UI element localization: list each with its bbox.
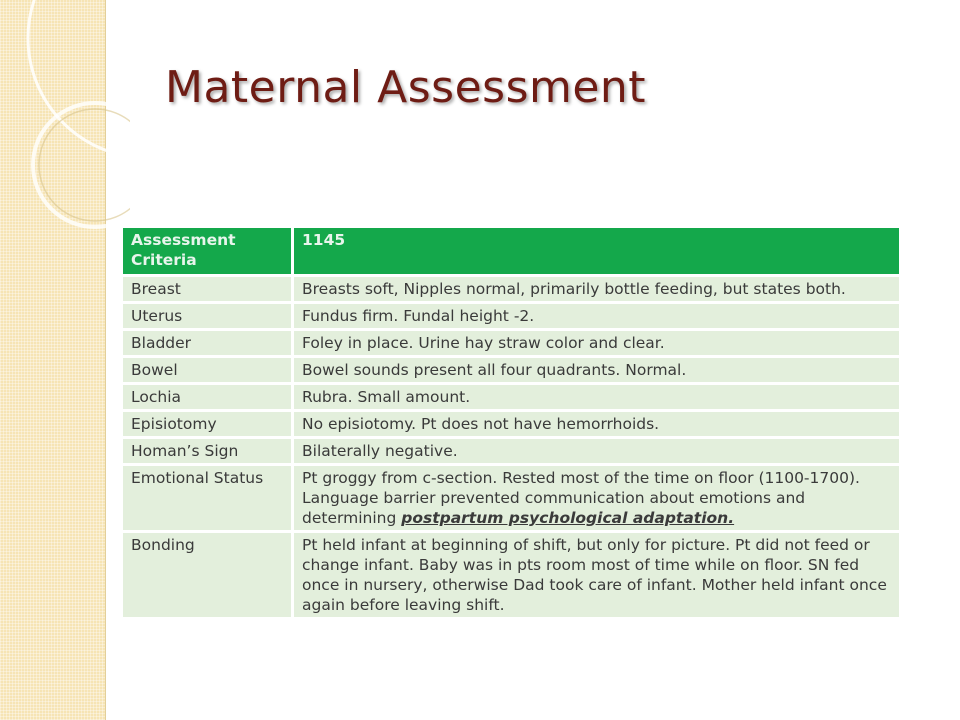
row-value-homans-sign: Bilaterally negative. bbox=[294, 439, 899, 463]
table-row bbox=[123, 466, 899, 530]
table-row bbox=[123, 358, 899, 382]
row-label-episiotomy: Episiotomy bbox=[123, 412, 291, 436]
row-label-homans-sign: Homan’s Sign bbox=[123, 439, 291, 463]
row-label-bonding: Bonding bbox=[123, 533, 291, 617]
table-row bbox=[123, 439, 899, 463]
row-value-uterus: Fundus firm. Fundal height -2. bbox=[294, 304, 899, 328]
assessment-table bbox=[120, 225, 902, 620]
table-header-row bbox=[123, 228, 899, 274]
row-value-emotional-status bbox=[294, 466, 899, 530]
row-label-uterus: Uterus bbox=[123, 304, 291, 328]
slide-title: Maternal Assessment bbox=[165, 62, 647, 113]
emotional-status-text: Pt groggy from c-section. Rested most of the time on floor (1100-1700). Language barrier prevented communication about emotions and determining bbox=[302, 469, 860, 527]
assessment-table-container bbox=[120, 225, 902, 620]
row-label-breast: Breast bbox=[123, 277, 291, 301]
header-time: 1145 bbox=[294, 228, 899, 274]
header-criteria: Assessment Criteria bbox=[123, 228, 291, 274]
table-row bbox=[123, 533, 899, 617]
table-row bbox=[123, 412, 899, 436]
row-value-bowel: Bowel sounds present all four quadrants. Normal. bbox=[294, 358, 899, 382]
row-value-bladder: Foley in place. Urine hay straw color and clear. bbox=[294, 331, 899, 355]
row-label-lochia: Lochia bbox=[123, 385, 291, 409]
table-row bbox=[123, 331, 899, 355]
emotional-status-emphasis: postpartum psychological adaptation. bbox=[401, 509, 735, 527]
row-value-lochia: Rubra. Small amount. bbox=[294, 385, 899, 409]
table-row bbox=[123, 385, 899, 409]
row-value-breast: Breasts soft, Nipples normal, primarily bottle feeding, but states both. bbox=[294, 277, 899, 301]
row-value-bonding: Pt held infant at beginning of shift, but only for picture. Pt did not feed or change infant. Baby was in pts room most of time while on floor. SN fed once in nursery, otherwise Dad took care of infant. Mother held infant once again before leaving shift. bbox=[294, 533, 899, 617]
table-row bbox=[123, 304, 899, 328]
decorative-circles bbox=[0, 0, 130, 240]
row-value-episiotomy: No episiotomy. Pt does not have hemorrhoids. bbox=[294, 412, 899, 436]
table-row bbox=[123, 277, 899, 301]
row-label-emotional-status: Emotional Status bbox=[123, 466, 291, 530]
row-label-bladder: Bladder bbox=[123, 331, 291, 355]
row-label-bowel: Bowel bbox=[123, 358, 291, 382]
